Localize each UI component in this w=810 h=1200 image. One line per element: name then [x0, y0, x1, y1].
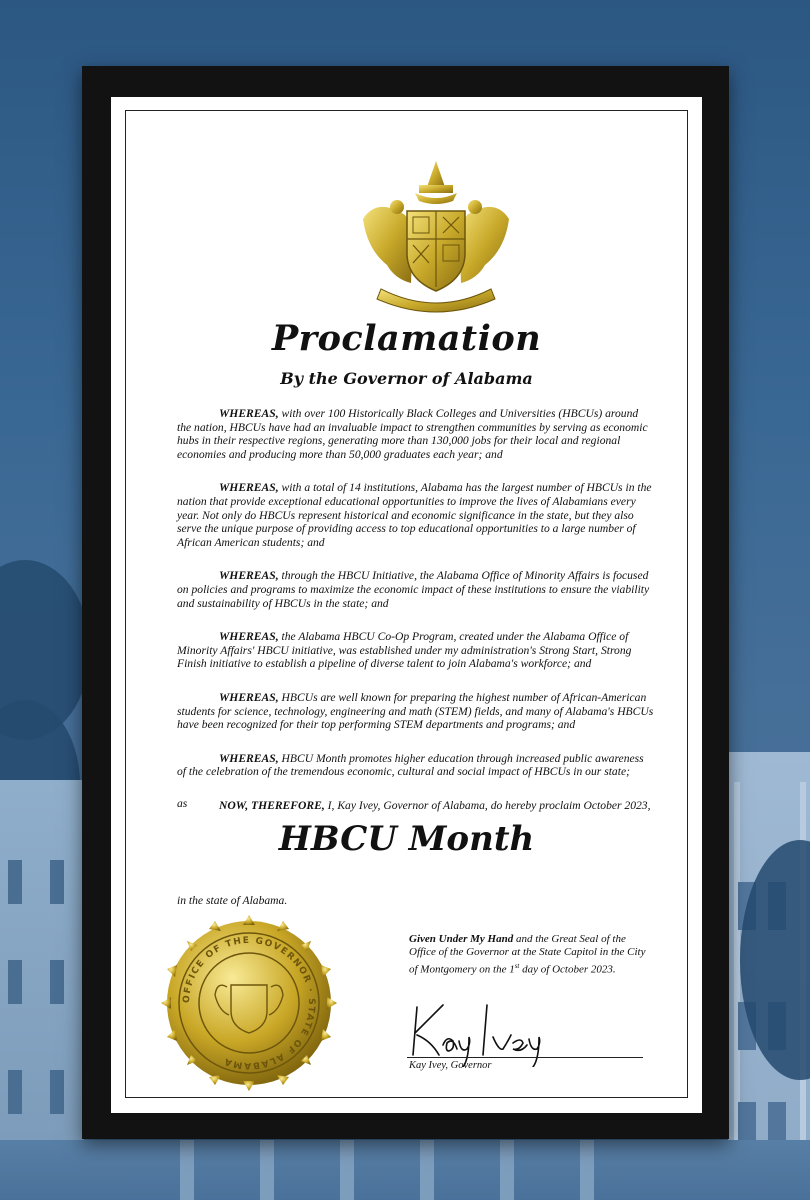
picture-frame	[82, 66, 729, 1139]
document-subtitle: By the Governor of Alabama	[280, 369, 533, 388]
document-title: Proclamation	[271, 318, 542, 359]
whereas-paragraph: WHEREAS, through the HBCU Initiative, the Alabama Office of Minority Affairs is focused on policies and programs to maximize the economic impact of these institutions to ensure the viability and sustainability of HBCUs in the state; and	[177, 569, 650, 610]
proclamation-body	[177, 407, 655, 812]
great-seal-icon	[161, 915, 337, 1091]
signature-script: Kay Ivey	[403, 997, 408, 998]
seal-text: OFFICE OF THE GOVERNOR · STATE OF ALABAMA	[181, 935, 317, 1071]
capitol-base	[0, 1140, 810, 1200]
signature-name: Kay Ivey, Governor	[409, 1060, 492, 1071]
proclaimed-title: HBCU Month	[278, 819, 535, 859]
in-state-text: in the state of Alabama.	[177, 894, 288, 907]
alabama-coat-of-arms-icon	[357, 157, 515, 315]
proclamation-paper	[111, 97, 702, 1113]
whereas-paragraph: WHEREAS, HBCUs are well known for preparing the highest number of African-American students for science, technology, engineering and math (STEM) fields, and many of Alabama's HBCUs have been recognized for their top performing STEM departments and programs; and	[177, 690, 654, 732]
whereas-paragraph: WHEREAS, the Alabama HBCU Co-Op Program, created under the Alabama Office of Minority Affairs' HBCU initiative, was established under my administration's Strong Start, Strong Finish initiative to establish a pipeline of diverse talent to join Alabama's workforce; and	[177, 630, 632, 671]
whereas-paragraph: WHEREAS, HBCU Month promotes higher education through increased public awareness of the celebration of the tremendous economic, cultural and social impact of HBCUs in our state;	[177, 751, 644, 779]
therefore-paragraph: NOW, THEREFORE, I, Kay Ivey, Governor of Alabama, do hereby proclaim October 2023,	[219, 798, 651, 812]
as-text: as	[177, 797, 188, 810]
whereas-paragraph: WHEREAS, with over 100 Historically Black Colleges and Universities (HBCUs) around the nation, HBCUs have had an invaluable impact to strengthen communities by serving as economic hubs in their respective regions, generating more than 130,000 jobs for their local and regional economies and producing more than 50,000 graduates each year; and	[177, 407, 648, 461]
given-under-hand: Given Under My Hand and the Great Seal of the Office of the Governor at the State Capitol in the City of Montgomery on the 1st day of October 2023.	[409, 933, 646, 976]
building-left	[0, 780, 84, 1200]
signature-line	[407, 1057, 643, 1058]
whereas-paragraph: WHEREAS, with a total of 14 institutions, Alabama has the largest number of HBCUs in the nation that provide exceptional educational opportunities to improve the lives of Alabamians every year. Not only do HBCUs represent historical and economic significance in the state, but they also serve the unique purpose of providing access to top educational opportunities to a large number of African American students; and	[177, 481, 652, 549]
